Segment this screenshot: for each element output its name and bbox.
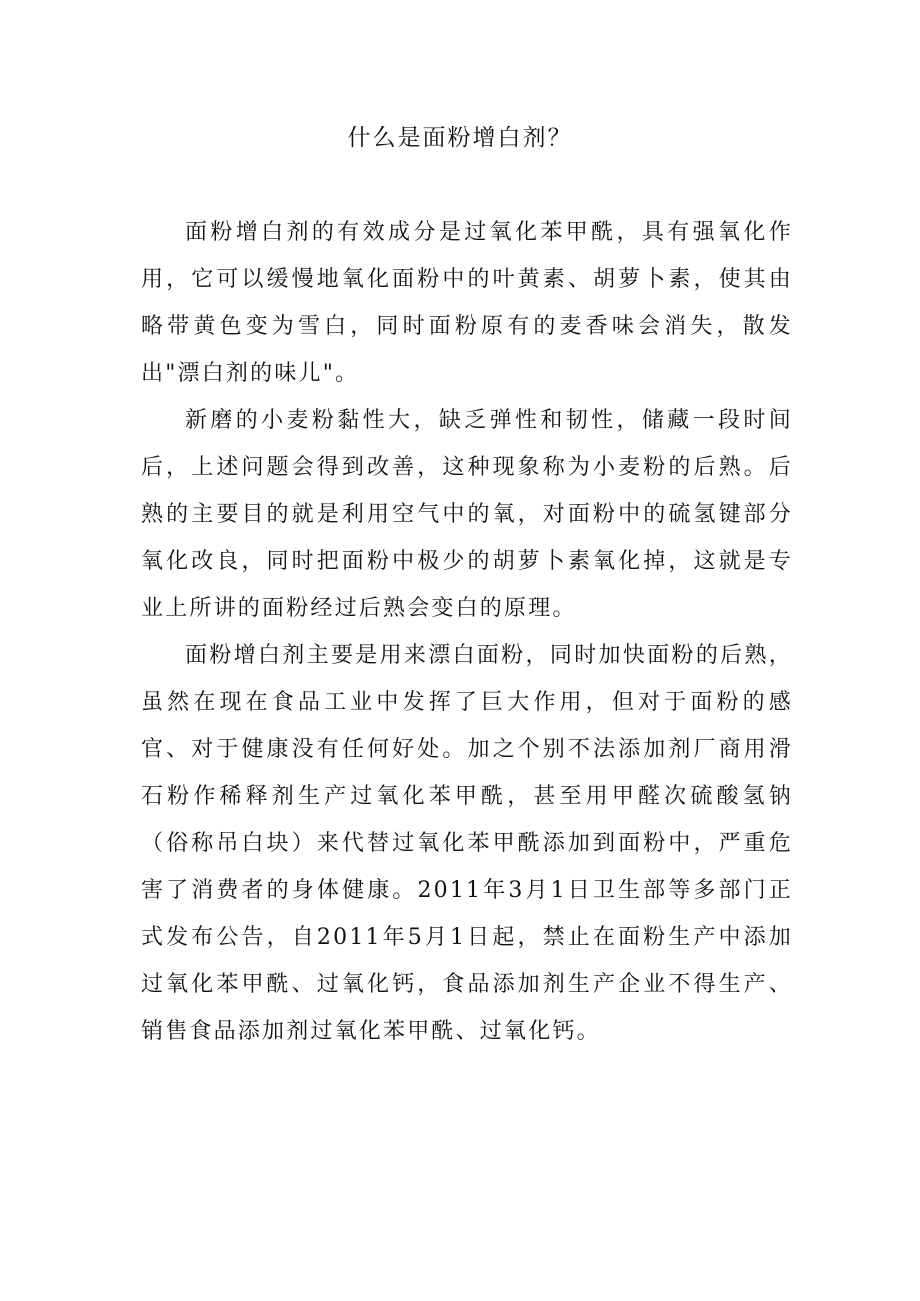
paragraph-3: 面粉增白剂主要是用来漂白面粉，同时加快面粉的后熟，虽然在现在食品工业中发挥了巨大作用，但对于面粉的感官、对于健康没有任何好处。加之个别不法添加剂厂商用滑石粉作稀释剂生产过氧化苯甲酰，甚至用甲醛次硫酸氢钠（俗称吊白块）来代替过氧化苯甲酰添加到面粉中，严重危害了消费者的身体健康。2011年3月1日卫生部等多部门正式发布公告，自2011年5月1日起，禁止在面粉生产中添加过氧化苯甲酰、过氧化钙，食品添加剂生产企业不得生产、销售食品添加剂过氧化苯甲酰、过氧化钙。 <box>141 643 793 1044</box>
paragraph-2: 新磨的小麦粉黏性大，缺乏弹性和韧性，储藏一段时间后，上述问题会得到改善，这种现象称为小麦粉的后熟。后熟的主要目的就是利用空气中的氧，对面粉中的硫氢键部分氧化改良，同时把面粉中极少的胡萝卜素氧化掉，这就是专业上所讲的面粉经过后熟会变白的原理。 <box>141 408 793 621</box>
paragraph-1: 面粉增白剂的有效成分是过氧化苯甲酰，具有强氧化作用，它可以缓慢地氧化面粉中的叶黄素、胡萝卜素，使其由略带黄色变为雪白，同时面粉原有的麦香味会消失，散发出"漂白剂的味儿"。 <box>141 220 793 386</box>
document-body <box>141 209 793 1055</box>
document-title: 什么是面粉增白剂？ <box>347 125 573 151</box>
